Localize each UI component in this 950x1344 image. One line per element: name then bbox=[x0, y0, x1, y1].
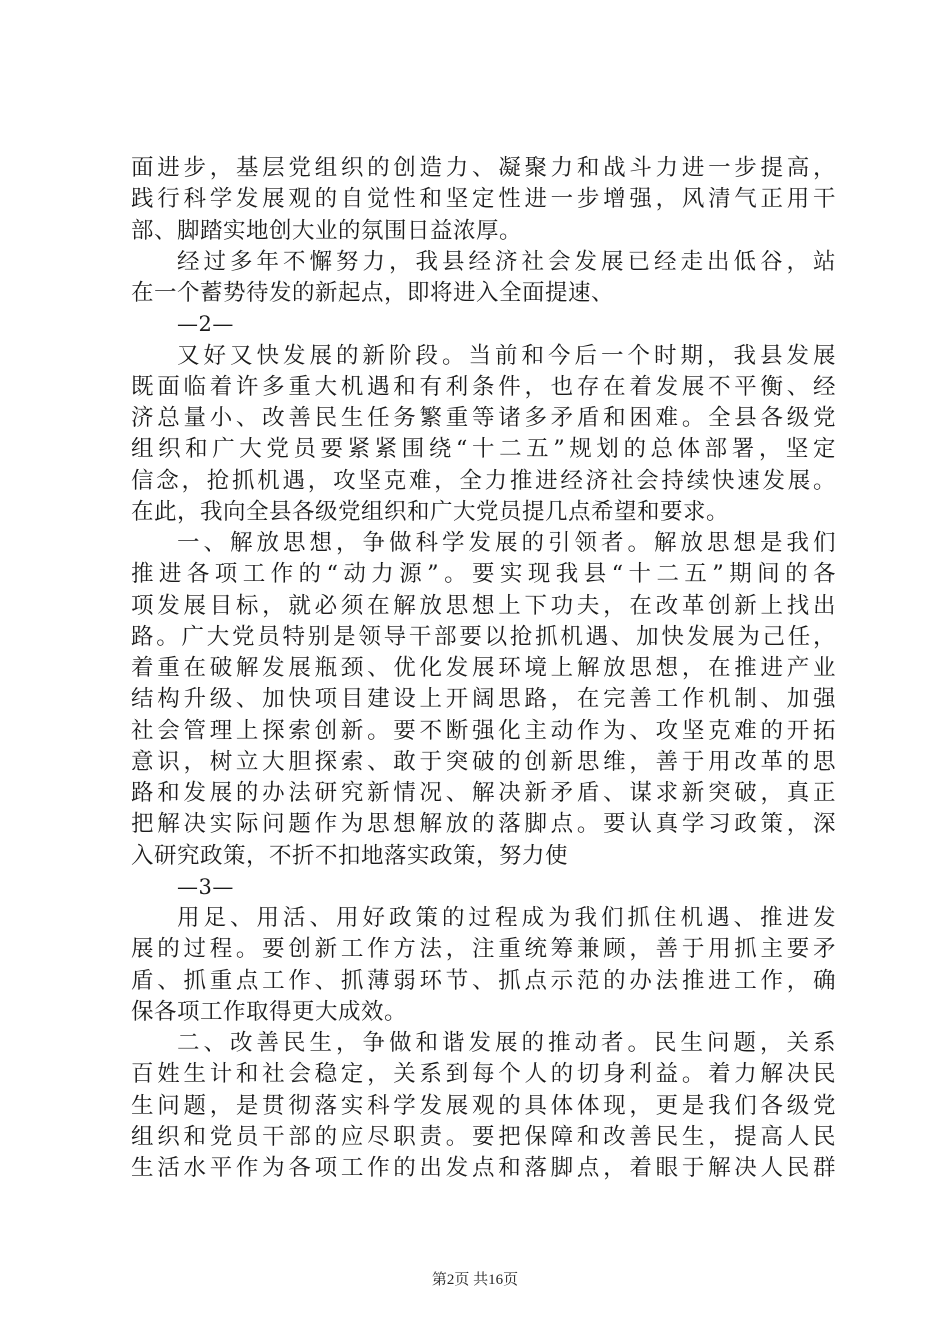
text-line: 又好又快发展的新阶段。当前和今后一个时期，我县发展 bbox=[177, 342, 836, 369]
text-line: 部、脚踏实地创大业的氛围日益浓厚。 bbox=[131, 217, 523, 244]
page-footer: 第2页 共16页 bbox=[431, 1272, 519, 1288]
text-line: 着重在破解发展瓶颈、优化发展环境上解放思想，在推进产业 bbox=[131, 655, 836, 681]
text-line: 推进各项工作的“动力源”。要实现我县“十二五”期间的各 bbox=[131, 561, 836, 588]
text-line: 在此，我向全县各级党组织和广大党员提几点希望和要求。 bbox=[131, 498, 730, 525]
text-line: 路。广大党员特别是领导干部要以抢抓机遇、加快发展为己任， bbox=[131, 623, 836, 650]
text-line: 路和发展的办法研究新情况、解决新矛盾、谋求新突破，真正 bbox=[131, 780, 836, 806]
text-line: 面进步，基层党组织的创造力、凝聚力和战斗力进一步提高， bbox=[131, 155, 836, 181]
text-line: 用足、用活、用好政策的过程成为我们抓住机遇、推进发 bbox=[177, 905, 836, 931]
text-line: 把解决实际问题作为思想解放的落脚点。要认真学习政策，深 bbox=[131, 811, 836, 838]
text-line: 经过多年不懈努力，我县经济社会发展已经走出低谷，站 bbox=[177, 248, 836, 275]
text-line: 济总量小、改善民生任务繁重等诸多矛盾和困难。全县各级党 bbox=[131, 405, 836, 431]
text-line: 结构升级、加快项目建设上开阔思路，在完善工作机制、加强 bbox=[131, 686, 836, 713]
text-line: 践行科学发展观的自觉性和坚定性进一步增强，风清气正用干 bbox=[131, 186, 836, 213]
text-line: 在一个蓄势待发的新起点，即将进入全面提速、 bbox=[131, 280, 615, 306]
text-line: 社会管理上探索创新。要不断强化主动作为、攻坚克难的开拓 bbox=[131, 717, 836, 744]
text-line: 既面临着许多重大机遇和有利条件，也存在着发展不平衡、经 bbox=[131, 373, 836, 400]
text-line: 项发展目标，就必须在解放思想上下功夫，在改革创新上找出 bbox=[131, 592, 836, 619]
text-line: 百姓生计和社会稳定，关系到每个人的切身利益。着力解决民 bbox=[131, 1061, 836, 1088]
text-line: 盾、抓重点工作、抓薄弱环节、抓点示范的办法推进工作，确 bbox=[131, 967, 836, 994]
text-line: 展的过程。要创新工作方法，注重统筹兼顾，善于用抓主要矛 bbox=[131, 936, 836, 963]
text-line: 入研究政策，不折不扣地落实政策，努力使 bbox=[131, 842, 569, 869]
text-line: 生活水平作为各项工作的出发点和落脚点，着眼于解决人民群 bbox=[131, 1155, 836, 1181]
text-line: 意识，树立大胆探索、敢于突破的创新思维，善于用改革的思 bbox=[131, 748, 836, 775]
text-line: 信念，抢抓机遇，攻坚克难，全力推进经济社会持续快速发展。 bbox=[131, 467, 836, 494]
text-line: 保各项工作取得更大成效。 bbox=[131, 998, 408, 1025]
text-line: 二、改善民生，争做和谐发展的推动者。民生问题，关系 bbox=[177, 1030, 836, 1056]
text-line: 组织和广大党员要紧紧围绕“十二五”规划的总体部署，坚定 bbox=[131, 436, 836, 463]
text-line: 组织和党员干部的应尽职责。要把保障和改善民生，提高人民 bbox=[131, 1123, 836, 1150]
document-body bbox=[131, 153, 836, 1184]
page-marker: —2— bbox=[177, 312, 234, 337]
text-line: 一、解放思想，争做科学发展的引领者。解放思想是我们 bbox=[177, 530, 836, 556]
page-marker: —3— bbox=[177, 874, 234, 899]
text-line: 生问题，是贯彻落实科学发展观的具体体现，更是我们各级党 bbox=[131, 1092, 836, 1119]
